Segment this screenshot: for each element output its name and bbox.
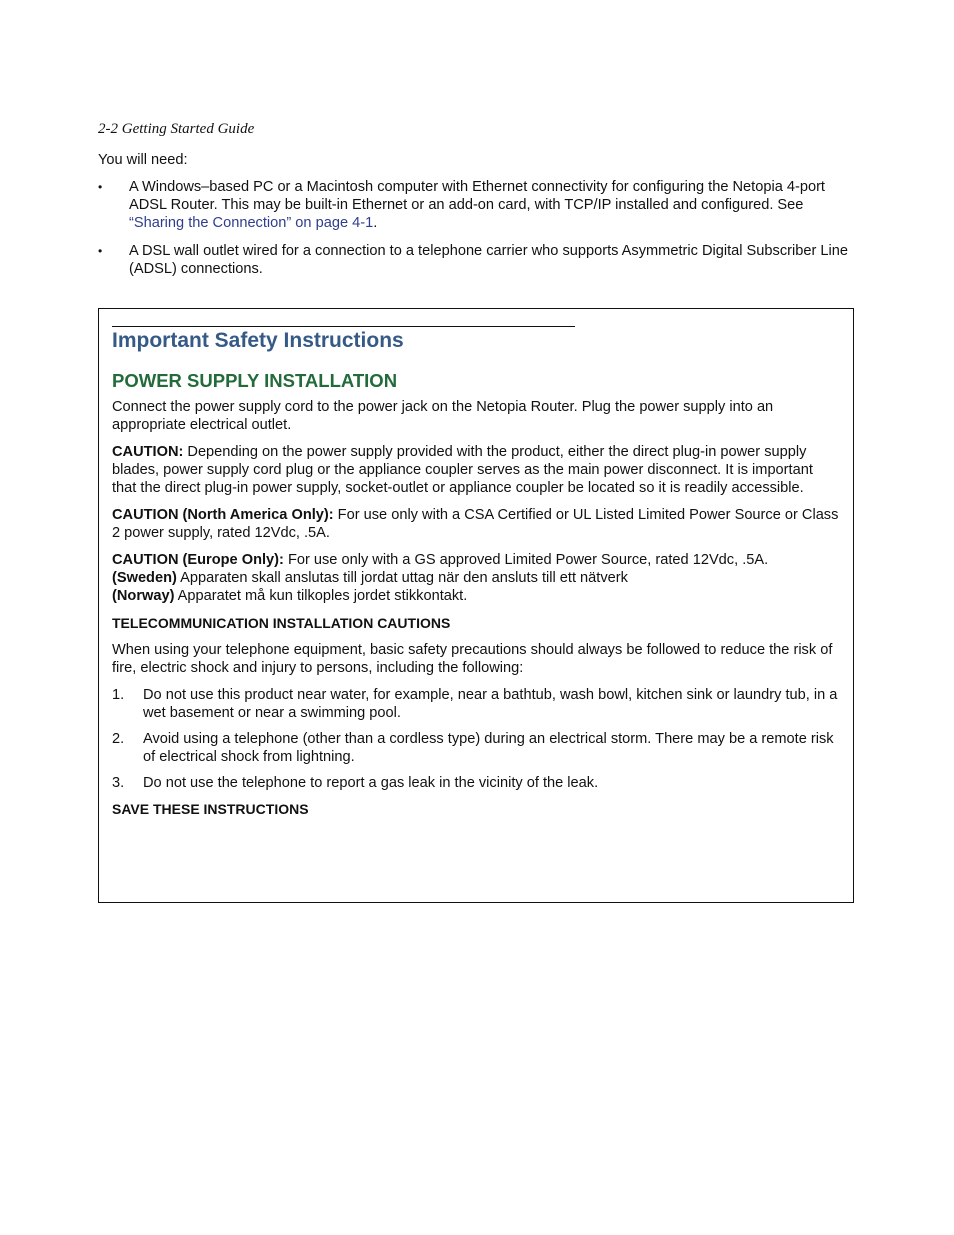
caution-eu-label: CAUTION (Europe Only): [112,552,284,568]
step-number: 2. [112,731,125,747]
step-text: Do not use the telephone to report a gas leak in the vicinity of the leak. [143,775,599,791]
power-supply-heading: POWER SUPPLY INSTALLATION [112,370,398,391]
precautions-list [112,686,840,792]
caution-na-label: CAUTION (North America Only): [112,507,334,523]
sweden-label: (Sweden) [112,570,177,586]
list-item [112,774,840,792]
telecom-intro: When using your telephone equipment, basic safety precautions should always be followed to reduce the risk of fire, electric shock and injury to persons, including the following: [112,642,833,676]
safety-instructions-box [98,308,854,903]
list-item [98,242,858,278]
caution-europe-paragraph [112,551,840,605]
step-number: 3. [112,775,125,791]
norway-text: Apparatet må kun tilkoples jordet stikkontakt. [174,588,468,604]
safety-content [112,328,840,827]
intro-lead: You will need: [98,152,188,168]
telecom-heading: TELECOMMUNICATION INSTALLATION CAUTIONS [112,615,451,631]
step-text: Avoid using a telephone (other than a cordless type) during an electrical storm. There may be a remote risk of electrical shock from lightning. [143,731,834,765]
list-item [112,730,840,766]
norway-label: (Norway) [112,588,175,604]
caution-eu-text: For use only with a GS approved Limited Power Source, rated 12Vdc, .5A. [283,552,769,568]
running-head: 2-2 Getting Started Guide [98,121,255,137]
cross-reference-link[interactable]: “Sharing the Connection” on page 4-1 [129,215,374,231]
bullet-text-end: . [373,215,378,231]
bullet-text: A DSL wall outlet wired for a connection to a telephone carrier who supports Asymmetric Digital Subscriber Line (ADSL) connections. [129,243,848,277]
save-instructions-heading: SAVE THESE INSTRUCTIONS [112,801,309,817]
caution-label: CAUTION: [112,444,184,460]
step-text: Do not use this product near water, for example, near a bathtub, wash bowl, kitchen sink or laundry tub, in a wet basement or near a swimming pool. [143,687,838,721]
caution-paragraph [112,443,840,497]
bullet-marker: • [98,180,103,194]
title-rule [112,326,575,327]
bullet-text: A Windows–based PC or a Macintosh computer with Ethernet connectivity for configuring the Netopia 4-port ADSL Router. This may be built-in Ethernet or an add-on card, with TCP/IP installed and configured. See [129,179,825,213]
bullet-marker: • [98,244,103,258]
caution-na-text: For use only with a CSA Certified or UL Listed Limited Power Source or Class 2 power supply, rated 12Vdc, .5A. [112,507,839,541]
list-item [112,686,840,722]
list-item [98,178,858,232]
step-number: 1. [112,687,125,703]
safety-title: Important Safety Instructions [112,329,404,352]
sweden-text: Apparaten skall anslutas till jordat uttag när den ansluts till ett nätverk [176,570,628,586]
caution-north-america-paragraph [112,506,840,542]
caution-text: Depending on the power supply provided with the product, either the direct plug-in power supply blades, power supply cord plug or the appliance coupler serves as the main power disconnect. It is important that the direct plug-in power supply, socket-outlet or appliance coupler be located so it is readily accessible. [112,444,813,496]
requirements-list [98,178,858,288]
connect-paragraph: Connect the power supply cord to the power jack on the Netopia Router. Plug the power supply into an appropriate electrical outlet. [112,399,774,433]
